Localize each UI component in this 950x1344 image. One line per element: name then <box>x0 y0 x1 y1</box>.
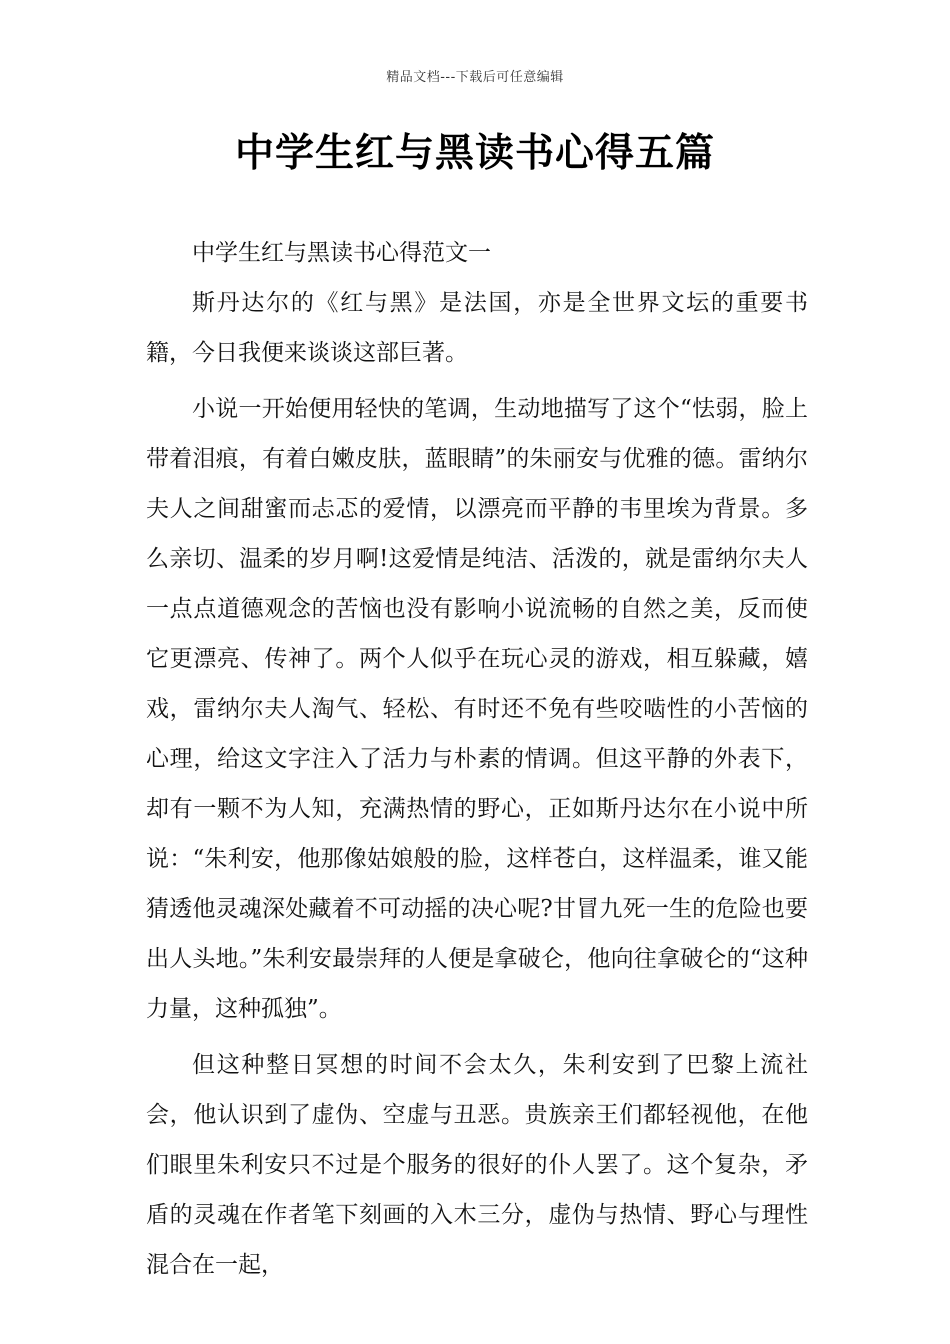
paragraph: 斯丹达尔的《红与黑》是法国，亦是全世界文坛的重要书籍，今日我便来谈谈这部巨著。 <box>146 290 808 366</box>
header-note: 精品文档---下载后可任意编辑 <box>386 70 564 85</box>
document-title: 中学生红与黑读书心得五篇 <box>234 131 715 176</box>
paragraph: 但这种整日冥想的时间不会太久，朱利安到了巴黎上流社会，他认识到了虚伪、空虚与丑恶。贵族亲王们都轻视他，在他们眼里朱利安只不过是个服务的很好的仆人罢了。这个复杂，矛盾的灵魂在作者笔下刻画的入木三分，虚伪与热情、野心与理性混合在一起， <box>146 1052 808 1278</box>
document-body <box>146 228 808 1296</box>
section-heading: 中学生红与黑读书心得范文一 <box>192 240 491 266</box>
paragraph: 小说一开始便用轻快的笔调，生动地描写了这个“怯弱，脸上带着泪痕，有着白嫩皮肤，蓝眼睛”的朱丽安与优雅的德。雷纳尔夫人之间甜蜜而忐忑的爱情，以漂亮而平静的韦里埃为背景。多么亲切、温柔的岁月啊!这爱情是纯洁、活泼的，就是雷纳尔夫人一点点道德观念的苦恼也没有影响小说流畅的自然之美，反而使它更漂亮、传神了。两个人似乎在玩心灵的游戏，相互躲藏，嬉戏，雷纳尔夫人淘气、轻松、有时还不免有些咬啮性的小苦恼的心理，给这文字注入了活力与朴素的情调。但这平静的外表下，却有一颗不为人知，充满热情的野心，正如斯丹达尔在小说中所说：“朱利安，他那像姑娘般的脸，这样苍白，这样温柔，谁又能猜透他灵魂深处藏着不可动摇的决心呢?甘冒九死一生的危险也要出人头地。”朱利安最崇拜的人便是拿破仑，他向往拿破仑的“这种力量，这种孤独”。 <box>146 396 808 1022</box>
